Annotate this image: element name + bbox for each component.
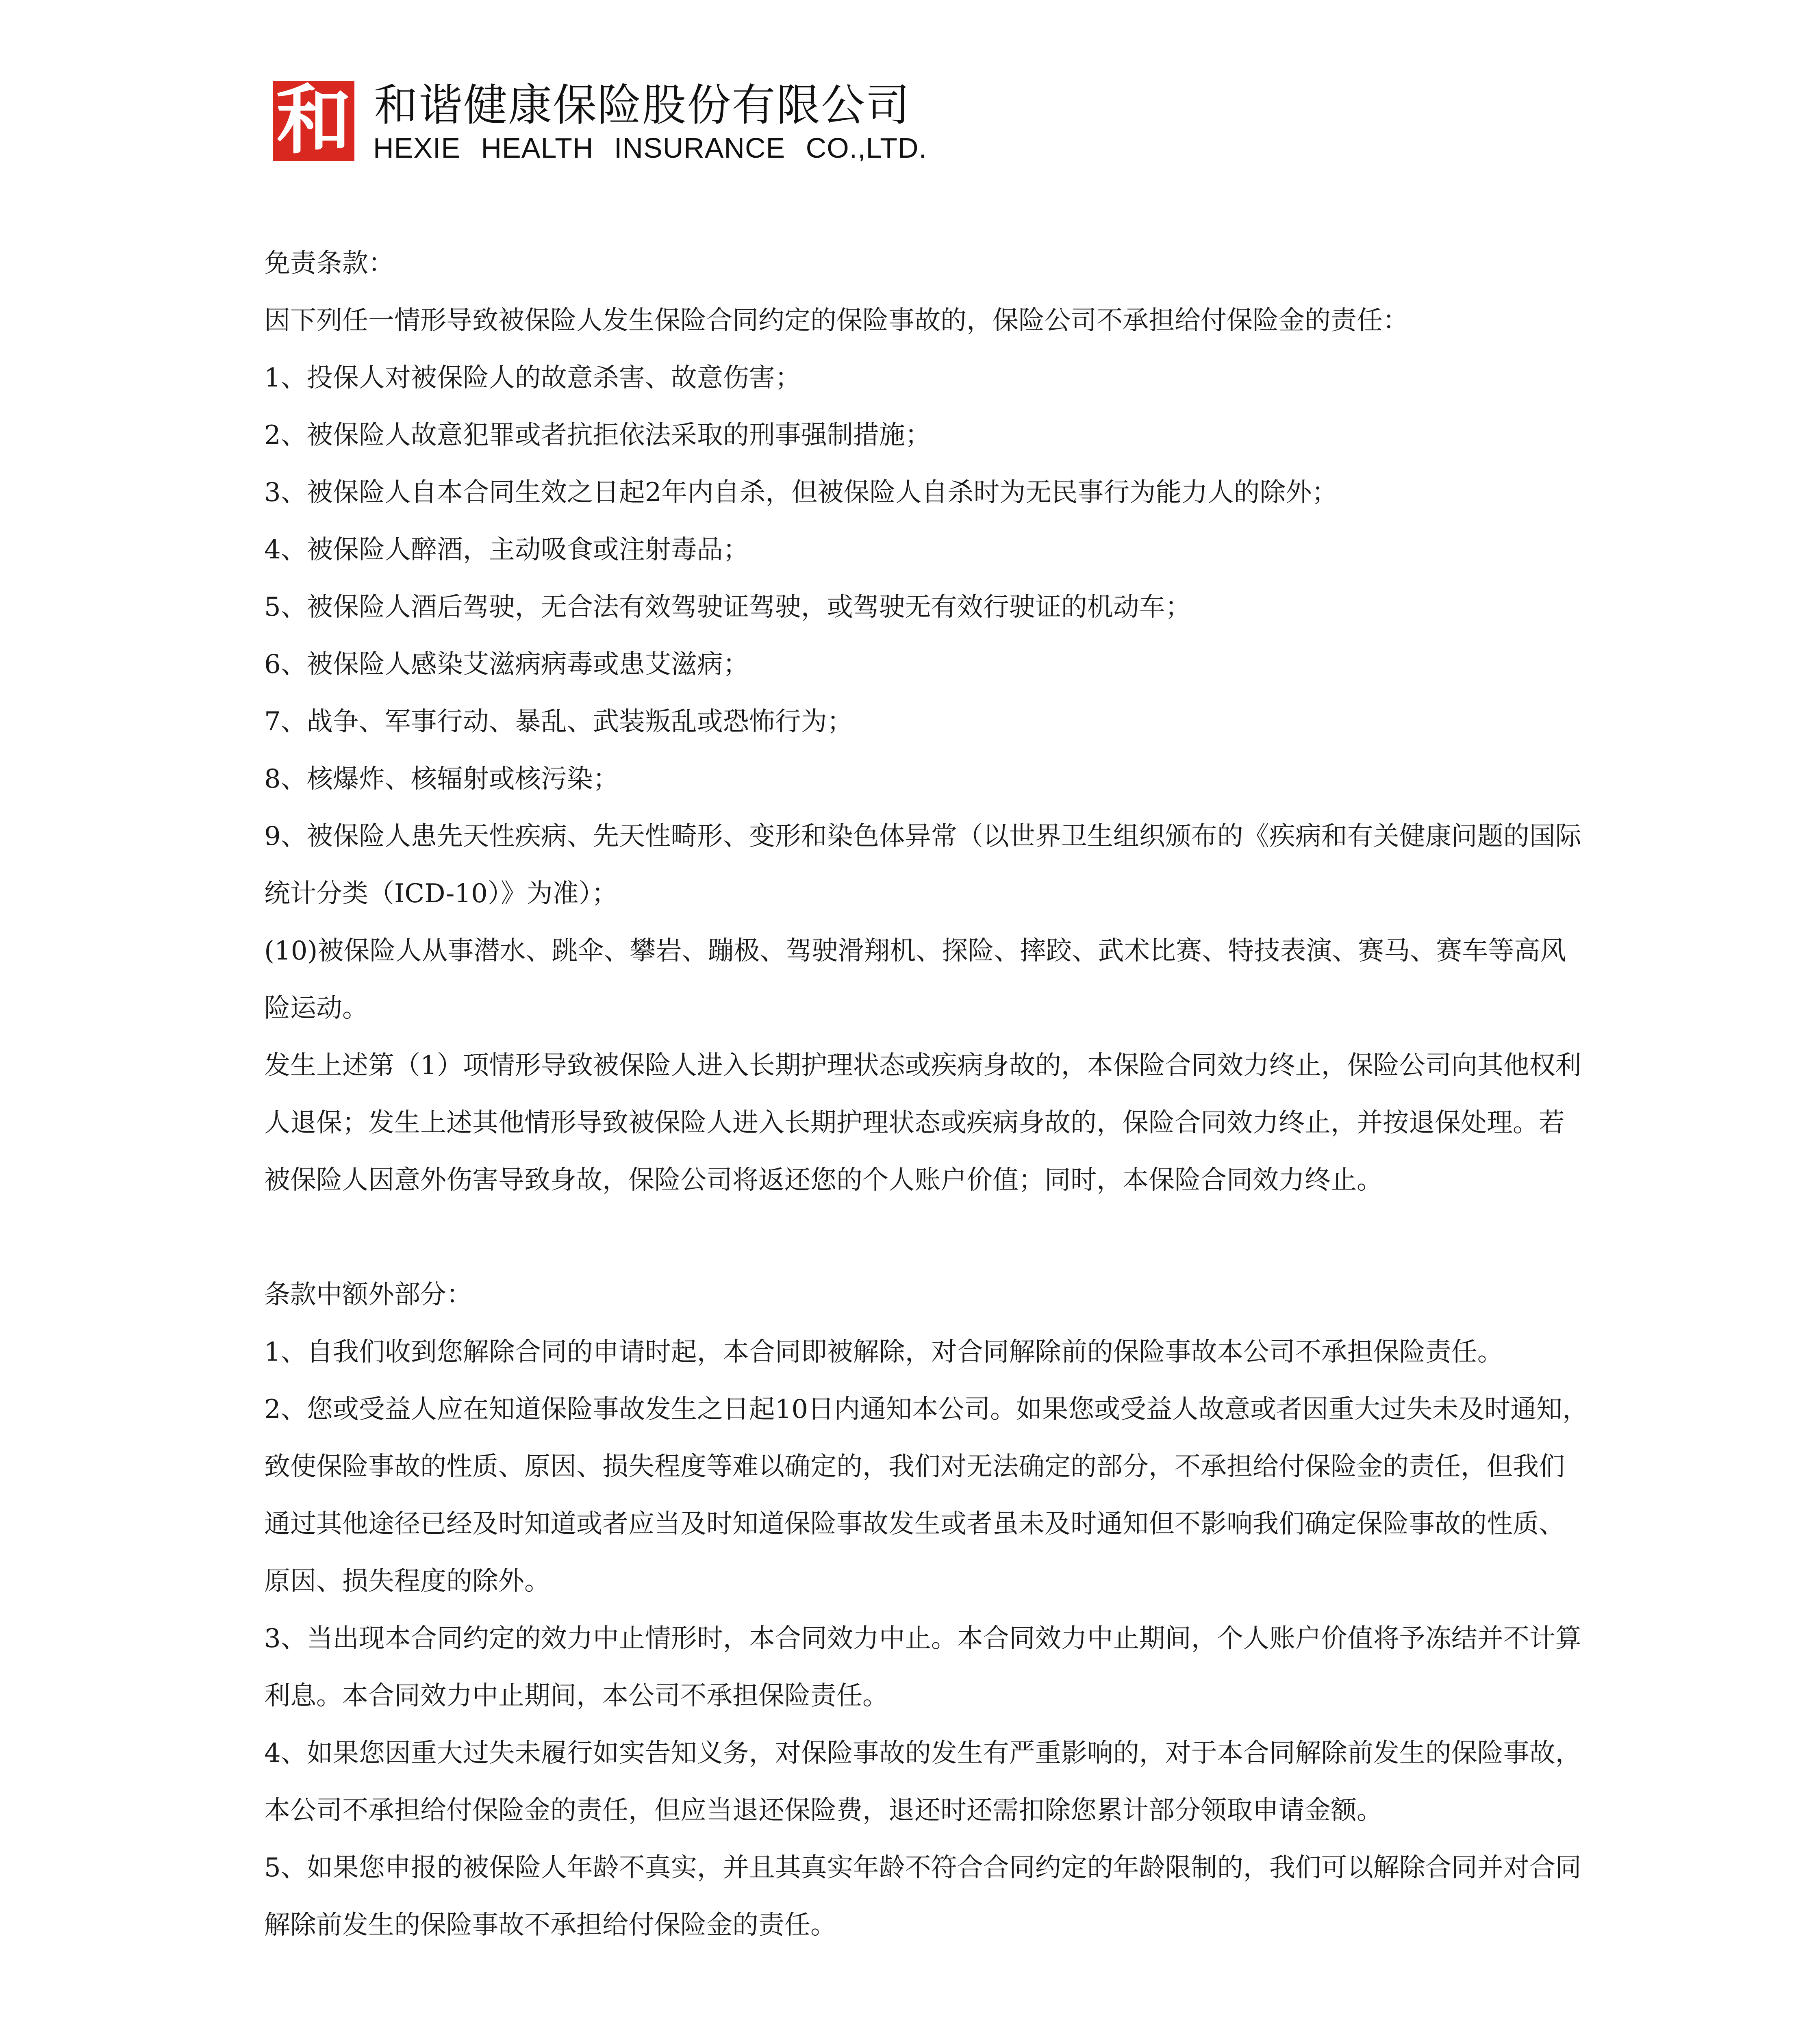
extra-term-item: 4、如果您因重大过失未履行如实告知义务，对保险事故的发生有严重影响的，对于本合同解除前发生的保险事故，本公司不承担给付保险金的责任，但应当退还保险费，退还时还需扣除您累计部分领取申请金额。 xyxy=(264,1738,1581,1826)
exclusion-item: 7、战争、军事行动、暴乱、武装叛乱或恐怖行为； xyxy=(264,707,853,737)
extra-term-item: 2、您或受益人应在知道保险事故发生之日起10日内通知本公司。如果您或受益人故意或者因重大过失未及时通知，致使保险事故的性质、原因、损失程度等难以确定的，我们对无法确定的部分，不承担给付保险金的责任，但我们通过其他途径已经及时知道或者应当及时知道保险事故发生或者虽未及时通知但不影响我们确定保险事故的性质、原因、损失程度的除外。 xyxy=(264,1394,1589,1596)
exclusions-intro: 因下列任一情形导致被保险人发生保险合同约定的保险事故的，保险公司不承担给付保险金的责任： xyxy=(264,306,1409,336)
company-name-english: HEXIE HEALTH INSURANCE CO.,LTD. xyxy=(373,132,927,164)
company-logo-mark xyxy=(273,81,354,161)
company-name-chinese: 和谐健康保险股份有限公司 xyxy=(374,80,911,131)
exclusion-item: 4、被保险人醉酒，主动吸食或注射毒品； xyxy=(264,535,749,565)
exclusion-item: 3、被保险人自本合同生效之日起2年内自杀，但被保险人自杀时为无民事行为能力人的除外； xyxy=(264,478,1338,508)
exclusion-item: 9、被保险人患先天性疾病、先天性畸形、变形和染色体异常（以世界卫生组织颁布的《疾病和有关健康问题的国际统计分类（ICD-10）》为准）； xyxy=(264,821,1581,909)
exclusion-item: (10)被保险人从事潜水、跳伞、攀岩、蹦极、驾驶滑翔机、探险、摔跤、武术比赛、特技表演、赛马、赛车等高风险运动。 xyxy=(264,936,1566,1023)
extra-term-item: 5、如果您申报的被保险人年龄不真实，并且其真实年龄不符合合同约定的年龄限制的，我们可以解除合同并对合同解除前发生的保险事故不承担给付保险金的责任。 xyxy=(264,1853,1581,1940)
exclusion-item: 1、投保人对被保险人的故意杀害、故意伤害； xyxy=(264,363,801,393)
exclusion-item: 8、核爆炸、核辐射或核污染； xyxy=(264,764,619,794)
extra-terms-title: 条款中额外部分： xyxy=(264,1280,472,1310)
exclusion-item: 5、被保险人酒后驾驶，无合法有效驾驶证驾驶，或驾驶无有效行驶证的机动车； xyxy=(264,592,1191,622)
exclusion-item: 2、被保险人故意犯罪或者抗拒依法采取的刑事强制措施； xyxy=(264,420,931,450)
extra-term-item: 1、自我们收到您解除合同的申请时起，本合同即被解除，对合同解除前的保险事故本公司不承担保险责任。 xyxy=(264,1337,1503,1367)
exclusion-item: 6、被保险人感染艾滋病病毒或患艾滋病； xyxy=(264,649,749,680)
logo-character: 和 xyxy=(276,81,352,161)
extra-term-item: 3、当出现本合同约定的效力中止情形时，本合同效力中止。本合同效力中止期间，个人账户价值将予冻结并不计算利息。本合同效力中止期间，本公司不承担保险责任。 xyxy=(264,1624,1581,1711)
exclusions-title: 免责条款： xyxy=(264,248,394,278)
document-body xyxy=(264,235,1589,1954)
exclusions-note: 发生上述第（1）项情形导致被保险人进入长期护理状态或疾病身故的，本保险合同效力终止，保险公司向其他权利人退保；发生上述其他情形导致被保险人进入长期护理状态或疾病身故的，保险合同效力终止，并按退保处理。若被保险人因意外伤害导致身故，保险公司将返还您的个人账户价值；同时，本保险合同效力终止。 xyxy=(264,1051,1581,1195)
